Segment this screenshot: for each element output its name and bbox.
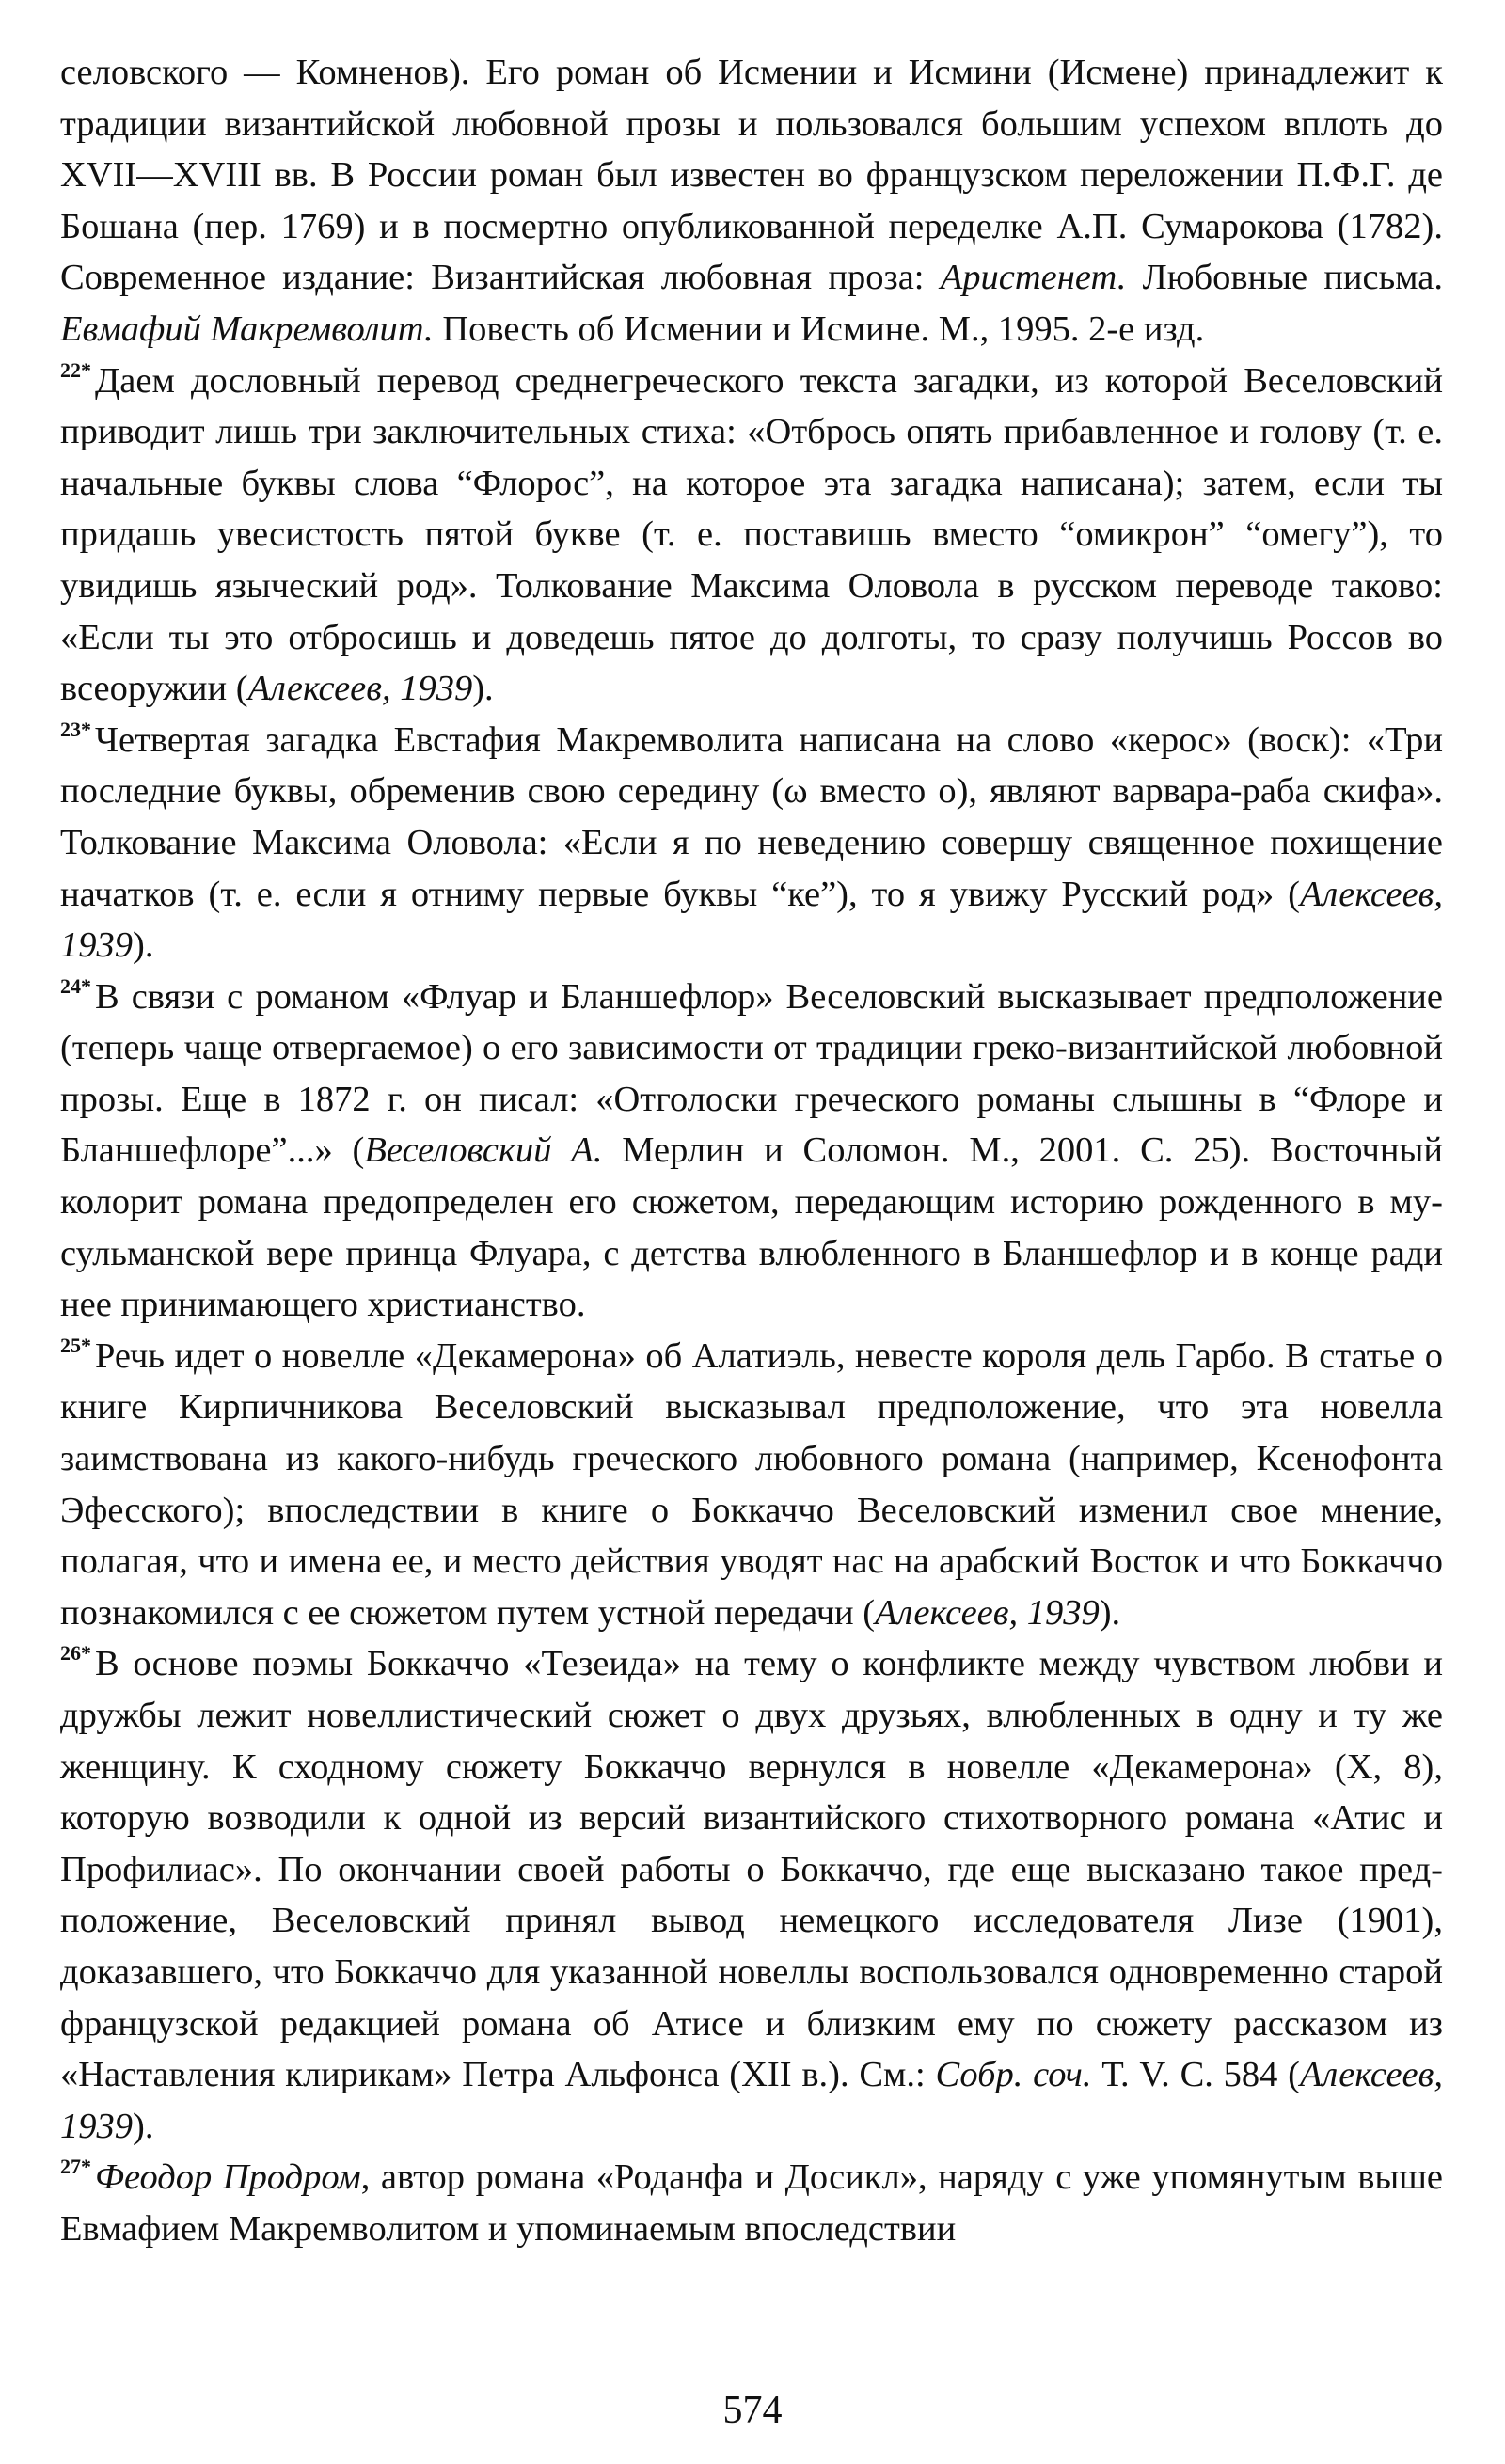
italic-text: Алексеев, 1939 (875, 1592, 1100, 1633)
body-text: В основе поэмы Боккаччо «Тезеида» на тему о конфликте между чувством любви и дружбы лежит новеллистический сюжет о двух друзьях, влюбленных в одну и ту же женщину. К сходному сюжету Боккаччо вернулся в новелле «Декамерона» (X, 8), которую возводили к одной из версий византийского стихотворного романа «Атис и Профилиас». По окончании своей работы о Боккаччо, где еще высказано такое предположение, Веселовский принял вывод немецкого исследователя Лизе (1901), доказавшего, что Боккаччо для указанной новеллы воспользовался одновременно старой французской редакцией романа об Атисе и близким ему по сюжету рассказом из «Наставления клирикам» Петра Альфонса (XII в.). См.: (60, 1644, 1443, 2095)
footnote-paragraph (60, 1638, 1443, 2152)
body-text: ). (133, 2106, 154, 2146)
footnote-marker: 23* (60, 717, 91, 741)
footnote-marker: 22* (60, 357, 91, 382)
body-text: Любовные письма. (1126, 258, 1443, 298)
footnote-marker: 24* (60, 973, 91, 998)
body-text: Даем дословный перевод среднегреческого текста загадки, из которой Веселовский приводит лишь три заключительных стиха: «Отбрось опять прибавленное и голову (т. е. начальные буквы слова “Флорос”, на которое эта загадка написана); затем, если ты придашь увесистость пятой букве (т. е. поставишь вместо “омикрон” “омегу”), то увидишь языческий род». Толкование Максима Оловола в русском переводе таково: «Если ты это отбросишь и доведешь пятое до долготы, то сразу получишь Россов во всеоружии ( (60, 360, 1443, 709)
italic-text: Веселовский А. (364, 1130, 603, 1171)
body-text: селовского — Комненов). Его роман об Исмении и Исмини (Исмене) принадлежит к традиции византийской любовной прозы и пользовался большим успехом вплоть до XVII—XVIII вв. В России роман был известен во французском переложении П.Ф.Г. де Бошана (пер. 1769) и в посмертно опубликованной переделке А.П. Сумарокова (1782). Современное издание: Византийская любовная проза: (60, 53, 1443, 298)
body-text: Повесть об Исмении и Исмине. М., 1995. 2-е изд. (433, 308, 1205, 349)
footnote-paragraph (60, 1331, 1443, 1639)
footnote-paragraph (60, 47, 1443, 355)
italic-text: Феодор Продром (95, 2157, 361, 2198)
body-text: , автор романа «Роданфа и Досикл», наряду с уже упомянутым выше Евмафием Макремволитом и упоминаемым впоследствии (60, 2157, 1444, 2249)
body-text: ). (1099, 1592, 1121, 1633)
italic-text: Евмафий Макремволит. (60, 308, 434, 349)
body-text: Четвертая загадка Евстафия Макремволита написана на слово «керос» (воск): «Три последние буквы, обременив свою середину (ω вместо о), являют варвара-раба скифа». Толкование Максима Оловола: «Если я по неведению совершу священное похищение начатков (т. е. если я отниму первые буквы “ке”), то я увижу Русский род» ( (60, 719, 1443, 914)
footnote-paragraph (60, 2152, 1443, 2254)
page-text (60, 47, 1443, 2255)
italic-text: Алексеев, 1939 (60, 2055, 1443, 2146)
footnote-paragraph (60, 971, 1443, 1331)
body-text: ). (133, 925, 154, 966)
footnote-marker: 26* (60, 1641, 91, 1666)
body-text: Мерлин и Соломон. М., 2001. С. 25). Восточный колорит романа предопределен его сюжетом, передающим историю рожденного в мусульманской вере принца Флуара, с детства влюбленного в Бланшефлор и в конце ради нее принимающего христианство. (60, 1130, 1443, 1325)
italic-text: Алексеев, 1939 (247, 669, 473, 709)
footnote-marker: 27* (60, 2155, 91, 2179)
page-number: 574 (722, 2389, 783, 2432)
body-text: ). (472, 669, 494, 709)
italic-text: Собр. соч. (935, 2055, 1092, 2095)
italic-text: Аристенет. (940, 258, 1127, 298)
footnote-marker: 25* (60, 1333, 91, 1357)
footnote-paragraph (60, 715, 1443, 971)
body-text: В связи с романом «Флуар и Бланшефлор» Веселовский высказывает предположение (теперь чаще отвергаемое) о его зависимости от традиции греко-византийской любовной прозы. Еще в 1872 г. он писал: «Отголоски греческого романы слышны в “Флоре и Бланшефлоре”...» ( (60, 976, 1443, 1171)
body-text: Т. V. С. 584 ( (1091, 2055, 1300, 2095)
body-text: Речь идет о новелле «Декамерона» об Алатиэль, невесте короля дель Гарбо. В статье о книге Кирпичникова Веселовский высказывал предположение, что эта новелла заимствована из какого-нибудь греческого любовного романа (например, Ксенофонта Эфесского); впоследствии в книге о Боккаччо Веселовский изменил свое мнение, полагая, что и имена ее, и место действия уводят нас на арабский Восток и что Боккаччо познакомился с ее сюжетом путем устной передачи ( (60, 1335, 1443, 1633)
footnote-paragraph (60, 355, 1443, 715)
italic-text: Алексеев, 1939 (60, 874, 1443, 966)
